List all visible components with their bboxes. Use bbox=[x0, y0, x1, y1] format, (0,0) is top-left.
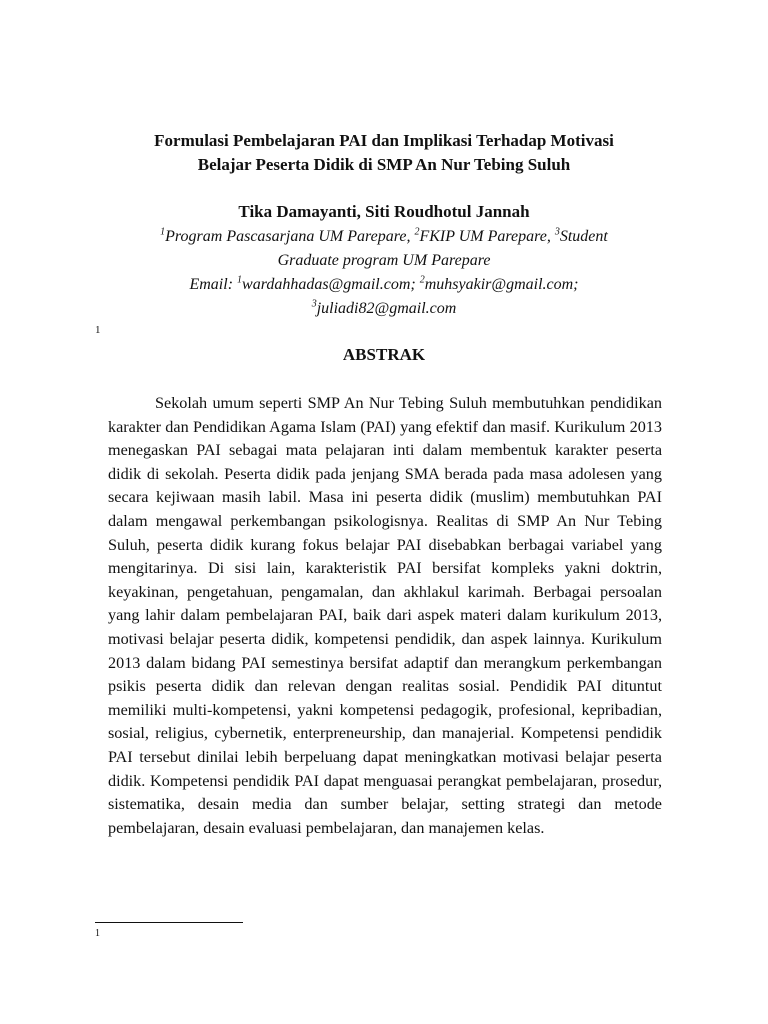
email-1: wardahhadas@gmail.com; bbox=[242, 276, 420, 293]
paper-title bbox=[0, 129, 768, 177]
email-sup-1: 1 bbox=[237, 274, 243, 286]
affiliations bbox=[0, 225, 768, 321]
affiliation-line-2: Graduate program UM Parepare bbox=[277, 252, 491, 269]
title-line-2: Belajar Peserta Didik di SMP An Nur Tebing Suluh bbox=[197, 155, 571, 174]
email-sup-2: 2 bbox=[419, 274, 425, 286]
affiliation-sup-1: 1 bbox=[160, 226, 166, 238]
footnote-divider bbox=[95, 922, 243, 923]
abstract-body: Sekolah umum seperti SMP An Nur Tebing Suluh membutuhkan pendidikan karakter dan Pendidikan Agama Islam (PAI) yang efektif dan masif. Kurikulum 2013 menegaskan PAI sebagai mata pelajaran inti dalam membentuk karakter peserta didik di sekolah. Peserta didik pada jenjang SMA berada pada masa adolesen yang secara kejiwaan masih labil. Masa ini peserta didik (muslim) membutuhkan PAI dalam mengawal perkembangan psikologisnya. Realitas di SMP An Nur Tebing Suluh, peserta didik kurang fokus belajar PAI disebabkan berbagai variabel yang mengitarinya. Di sisi lain, karakteristik PAI bersifat kompleks yakni doktrin, keyakinan, pengetahuan, pengamalan, dan akhlakul karimah. Berbagai persoalan yang lahir dalam pembelajaran PAI, baik dari aspek materi dalam kurikulum 2013, motivasi belajar peserta didik, kompetensi pendidik, dan aspek lainnya. Kurikulum 2013 dalam bidang PAI semestinya bersifat adaptif dan merangkum perkembangan psikis peserta didik dan relevan dengan realitas sosial. Pendidik PAI dituntut memiliki multi-kompetensi, yakni kompetensi pedagogik, profesional, kepribadian, sosial, religius, cybernetik, enterpreneurship, dan manajerial. Kompetensi pendidik PAI tersebut dinilai lebih berpeluang dapat meningkatkan motivasi belajar peserta didik. Kompetensi pendidik PAI dapat menguasai perangkat pembelajaran, prosedur, sistematika, desain media dan sumber belajar, setting strategi dan metode pembelajaran, desain evaluasi pembelajaran, dan manajemen kelas. bbox=[108, 394, 662, 837]
affiliation-sup-2: 2 bbox=[414, 226, 420, 238]
email-prefix: Email: bbox=[189, 276, 238, 293]
affiliation-1: Program Pascasarjana UM Parepare, bbox=[165, 228, 415, 245]
affiliation-2: FKIP UM Parepare, bbox=[419, 228, 555, 245]
author-names: Tika Damayanti, Siti Roudhotul Jannah bbox=[238, 202, 530, 221]
email-line-2 bbox=[0, 297, 768, 321]
email-2: muhsyakir@gmail.com; bbox=[424, 276, 579, 293]
email-line bbox=[0, 273, 768, 297]
email-sup-3: 3 bbox=[311, 298, 317, 310]
abstract-heading: ABSTRAK bbox=[342, 345, 426, 364]
affiliation-line-1 bbox=[0, 225, 768, 249]
affiliation-3: Student bbox=[559, 228, 608, 245]
title-line-1: Formulasi Pembelajaran PAI dan Implikasi Terhadap Motivasi bbox=[154, 131, 614, 150]
email-3: juliadi82@gmail.com bbox=[316, 300, 457, 317]
footnote-reference-marker: 1 bbox=[95, 324, 101, 336]
footnote-marker: 1 bbox=[95, 928, 100, 939]
affiliation-sup-3: 3 bbox=[554, 226, 560, 238]
